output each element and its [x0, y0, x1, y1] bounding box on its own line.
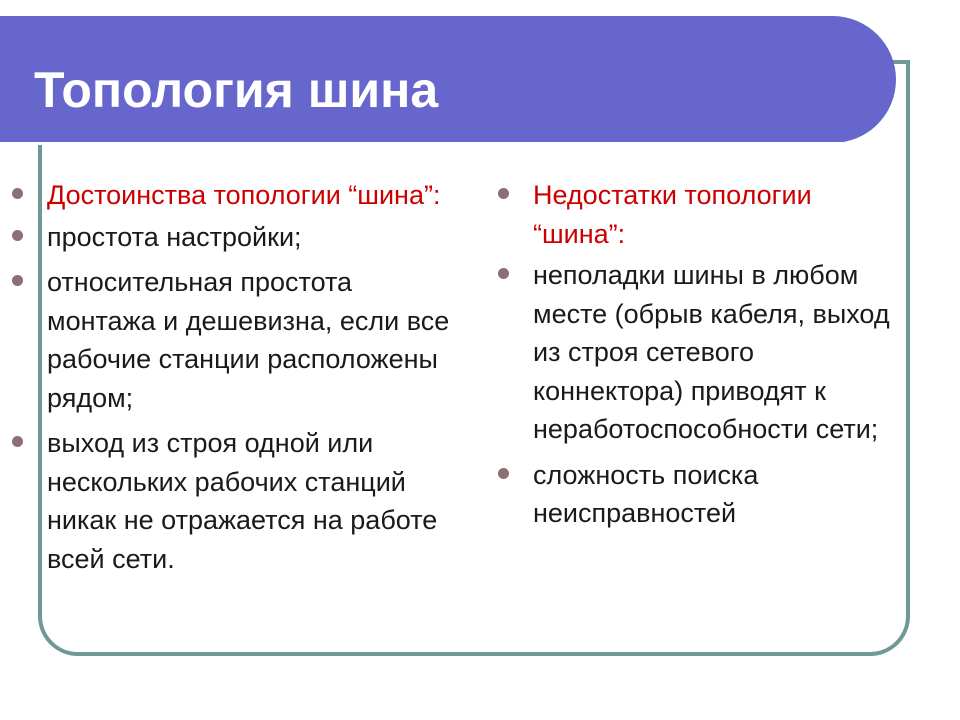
bullet-icon — [498, 268, 509, 279]
bullet-icon — [498, 188, 509, 199]
list-item — [12, 424, 452, 578]
bullet-icon — [12, 275, 23, 286]
bullet-icon — [498, 468, 509, 479]
list-item — [498, 256, 898, 449]
list-item — [498, 456, 898, 533]
list-item — [12, 263, 452, 417]
list-item-text: относительная простота монтажа и дешевизна, если все рабочие станции расположены рядом; — [47, 267, 450, 413]
disadvantages-heading — [498, 176, 898, 253]
title-bar — [0, 16, 896, 143]
list-item-text: выход из строя одной или нескольких рабочих станций никак не отражается на работе всей сети. — [47, 428, 438, 574]
title-underline — [0, 142, 850, 145]
advantages-heading-text: Достоинства топологии “шина”: — [47, 180, 441, 210]
list-item — [12, 218, 452, 257]
list-item-text: сложность поиска неисправностей — [533, 459, 759, 528]
advantages-heading — [12, 176, 452, 215]
slide-title: Топология шина — [34, 62, 439, 118]
bullet-icon — [12, 188, 23, 199]
list-item-text: неполадки шины в любом месте (обрыв кабеля, выход из строя сетевого коннектора) приводят к неработоспособности сети; — [533, 260, 890, 444]
bullet-icon — [12, 436, 23, 447]
list-item-text: простота настройки; — [47, 221, 302, 252]
disadvantages-heading-text: Недостатки топологии “шина”: — [533, 180, 812, 249]
disadvantages-list — [498, 176, 898, 534]
advantages-list — [12, 176, 452, 579]
bullet-icon — [12, 230, 23, 241]
